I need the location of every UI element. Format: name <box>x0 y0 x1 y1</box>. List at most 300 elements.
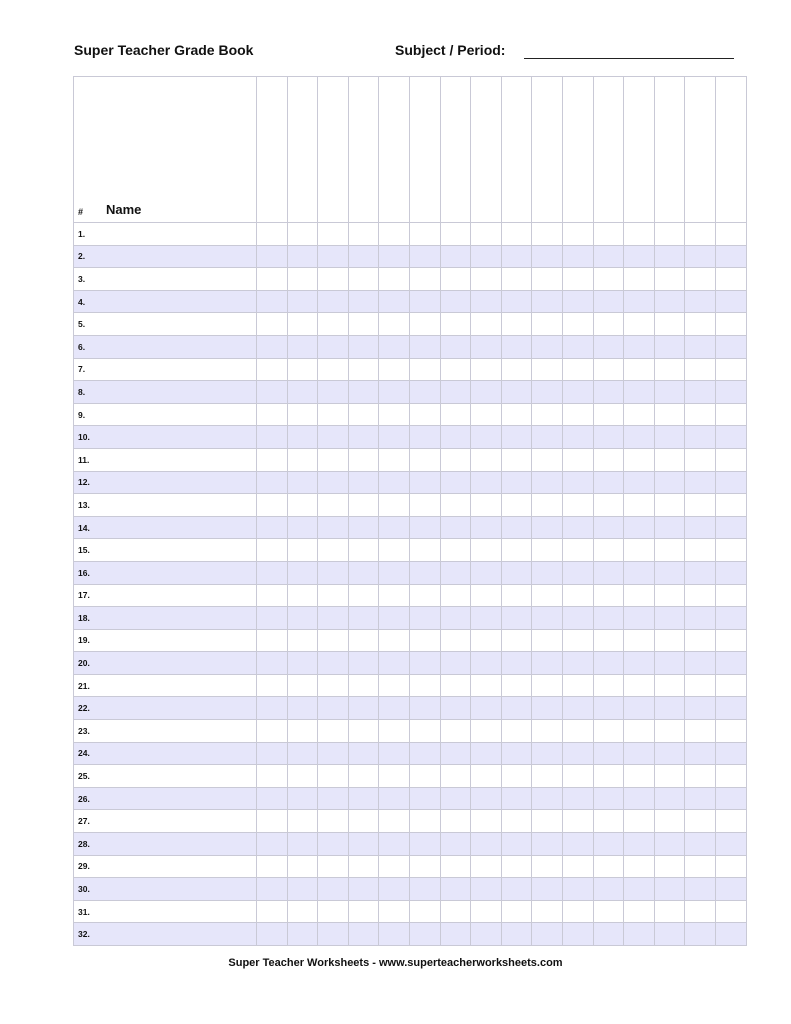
grade-cell[interactable] <box>685 290 716 313</box>
grade-cell[interactable] <box>501 471 532 494</box>
grade-cell[interactable] <box>409 268 440 291</box>
grade-cell[interactable] <box>348 358 379 381</box>
grade-cell[interactable] <box>257 810 288 833</box>
grade-column-header[interactable] <box>471 77 502 223</box>
grade-cell[interactable] <box>348 381 379 404</box>
grade-cell[interactable] <box>654 381 685 404</box>
grade-cell[interactable] <box>379 878 410 901</box>
grade-cell[interactable] <box>287 720 318 743</box>
grade-cell[interactable] <box>440 720 471 743</box>
grade-cell[interactable] <box>501 923 532 946</box>
grade-cell[interactable] <box>562 403 593 426</box>
grade-cell[interactable] <box>593 652 624 675</box>
grade-cell[interactable] <box>593 268 624 291</box>
grade-cell[interactable] <box>624 494 655 517</box>
grade-cell[interactable] <box>501 697 532 720</box>
grade-cell[interactable] <box>562 268 593 291</box>
grade-cell[interactable] <box>654 607 685 630</box>
grade-cell[interactable] <box>593 426 624 449</box>
grade-cell[interactable] <box>440 923 471 946</box>
grade-cell[interactable] <box>562 471 593 494</box>
grade-cell[interactable] <box>562 652 593 675</box>
grade-cell[interactable] <box>257 335 288 358</box>
grade-cell[interactable] <box>715 900 746 923</box>
grade-cell[interactable] <box>409 607 440 630</box>
grade-cell[interactable] <box>715 629 746 652</box>
student-name-cell[interactable] <box>74 629 257 652</box>
grade-cell[interactable] <box>593 539 624 562</box>
grade-cell[interactable] <box>440 855 471 878</box>
grade-cell[interactable] <box>318 381 349 404</box>
grade-cell[interactable] <box>624 652 655 675</box>
grade-cell[interactable] <box>440 290 471 313</box>
grade-cell[interactable] <box>287 833 318 856</box>
grade-cell[interactable] <box>379 629 410 652</box>
grade-cell[interactable] <box>501 607 532 630</box>
grade-cell[interactable] <box>593 335 624 358</box>
grade-cell[interactable] <box>379 516 410 539</box>
grade-cell[interactable] <box>562 290 593 313</box>
grade-cell[interactable] <box>348 516 379 539</box>
grade-column-header[interactable] <box>257 77 288 223</box>
grade-cell[interactable] <box>440 381 471 404</box>
grade-cell[interactable] <box>685 268 716 291</box>
grade-cell[interactable] <box>624 245 655 268</box>
grade-cell[interactable] <box>593 448 624 471</box>
grade-cell[interactable] <box>471 290 502 313</box>
grade-cell[interactable] <box>654 765 685 788</box>
grade-cell[interactable] <box>685 900 716 923</box>
grade-cell[interactable] <box>685 448 716 471</box>
grade-column-header[interactable] <box>379 77 410 223</box>
grade-cell[interactable] <box>654 787 685 810</box>
grade-cell[interactable] <box>501 268 532 291</box>
grade-cell[interactable] <box>379 561 410 584</box>
grade-cell[interactable] <box>624 471 655 494</box>
grade-cell[interactable] <box>624 448 655 471</box>
student-name-cell[interactable] <box>74 787 257 810</box>
grade-cell[interactable] <box>318 607 349 630</box>
grade-cell[interactable] <box>624 878 655 901</box>
grade-cell[interactable] <box>471 539 502 562</box>
grade-cell[interactable] <box>532 403 563 426</box>
grade-cell[interactable] <box>287 223 318 246</box>
grade-cell[interactable] <box>440 584 471 607</box>
grade-cell[interactable] <box>532 584 563 607</box>
grade-cell[interactable] <box>654 335 685 358</box>
grade-cell[interactable] <box>562 833 593 856</box>
grade-cell[interactable] <box>379 245 410 268</box>
grade-cell[interactable] <box>471 810 502 833</box>
grade-cell[interactable] <box>348 697 379 720</box>
grade-cell[interactable] <box>409 494 440 517</box>
grade-cell[interactable] <box>562 742 593 765</box>
grade-cell[interactable] <box>593 516 624 539</box>
grade-cell[interactable] <box>379 268 410 291</box>
grade-cell[interactable] <box>348 607 379 630</box>
grade-cell[interactable] <box>715 674 746 697</box>
grade-cell[interactable] <box>532 426 563 449</box>
grade-cell[interactable] <box>685 516 716 539</box>
student-name-cell[interactable] <box>74 674 257 697</box>
grade-cell[interactable] <box>379 765 410 788</box>
grade-cell[interactable] <box>715 833 746 856</box>
grade-cell[interactable] <box>318 787 349 810</box>
grade-cell[interactable] <box>348 245 379 268</box>
grade-cell[interactable] <box>562 426 593 449</box>
grade-cell[interactable] <box>440 765 471 788</box>
grade-cell[interactable] <box>562 607 593 630</box>
grade-cell[interactable] <box>685 358 716 381</box>
grade-cell[interactable] <box>318 674 349 697</box>
grade-cell[interactable] <box>471 697 502 720</box>
grade-cell[interactable] <box>409 878 440 901</box>
student-name-cell[interactable] <box>74 878 257 901</box>
grade-cell[interactable] <box>532 629 563 652</box>
grade-cell[interactable] <box>287 335 318 358</box>
student-name-cell[interactable] <box>74 607 257 630</box>
student-name-cell[interactable] <box>74 900 257 923</box>
grade-cell[interactable] <box>471 561 502 584</box>
grade-cell[interactable] <box>379 833 410 856</box>
grade-cell[interactable] <box>654 584 685 607</box>
grade-cell[interactable] <box>471 855 502 878</box>
grade-cell[interactable] <box>501 787 532 810</box>
grade-cell[interactable] <box>318 923 349 946</box>
student-name-cell[interactable] <box>74 245 257 268</box>
student-name-cell[interactable] <box>74 539 257 562</box>
grade-cell[interactable] <box>654 268 685 291</box>
grade-cell[interactable] <box>715 494 746 517</box>
grade-cell[interactable] <box>715 787 746 810</box>
grade-cell[interactable] <box>409 426 440 449</box>
grade-cell[interactable] <box>471 900 502 923</box>
grade-cell[interactable] <box>440 471 471 494</box>
grade-cell[interactable] <box>532 561 563 584</box>
grade-cell[interactable] <box>409 358 440 381</box>
grade-cell[interactable] <box>379 223 410 246</box>
grade-cell[interactable] <box>685 923 716 946</box>
subject-period-line[interactable] <box>524 58 734 59</box>
grade-cell[interactable] <box>624 223 655 246</box>
grade-cell[interactable] <box>440 335 471 358</box>
grade-cell[interactable] <box>562 584 593 607</box>
grade-cell[interactable] <box>715 223 746 246</box>
grade-cell[interactable] <box>257 607 288 630</box>
grade-cell[interactable] <box>318 810 349 833</box>
grade-cell[interactable] <box>348 765 379 788</box>
grade-cell[interactable] <box>501 765 532 788</box>
grade-cell[interactable] <box>318 697 349 720</box>
grade-cell[interactable] <box>624 900 655 923</box>
grade-cell[interactable] <box>593 313 624 336</box>
grade-cell[interactable] <box>287 268 318 291</box>
student-name-cell[interactable] <box>74 652 257 675</box>
grade-cell[interactable] <box>532 516 563 539</box>
grade-cell[interactable] <box>287 539 318 562</box>
grade-cell[interactable] <box>501 516 532 539</box>
grade-cell[interactable] <box>715 742 746 765</box>
grade-cell[interactable] <box>471 652 502 675</box>
grade-cell[interactable] <box>257 878 288 901</box>
grade-cell[interactable] <box>501 223 532 246</box>
grade-cell[interactable] <box>685 629 716 652</box>
grade-cell[interactable] <box>440 878 471 901</box>
grade-cell[interactable] <box>379 539 410 562</box>
grade-cell[interactable] <box>532 697 563 720</box>
grade-column-header[interactable] <box>624 77 655 223</box>
grade-cell[interactable] <box>624 381 655 404</box>
grade-cell[interactable] <box>287 290 318 313</box>
grade-cell[interactable] <box>654 471 685 494</box>
grade-cell[interactable] <box>593 720 624 743</box>
grade-cell[interactable] <box>654 674 685 697</box>
grade-cell[interactable] <box>257 471 288 494</box>
grade-cell[interactable] <box>409 697 440 720</box>
grade-cell[interactable] <box>471 268 502 291</box>
grade-cell[interactable] <box>624 561 655 584</box>
grade-cell[interactable] <box>348 223 379 246</box>
grade-cell[interactable] <box>654 313 685 336</box>
grade-cell[interactable] <box>287 494 318 517</box>
grade-cell[interactable] <box>562 765 593 788</box>
grade-cell[interactable] <box>471 245 502 268</box>
grade-cell[interactable] <box>471 471 502 494</box>
grade-cell[interactable] <box>685 878 716 901</box>
grade-cell[interactable] <box>318 584 349 607</box>
grade-cell[interactable] <box>287 403 318 426</box>
grade-cell[interactable] <box>257 358 288 381</box>
grade-cell[interactable] <box>624 290 655 313</box>
grade-cell[interactable] <box>654 855 685 878</box>
grade-cell[interactable] <box>379 381 410 404</box>
grade-cell[interactable] <box>654 561 685 584</box>
grade-cell[interactable] <box>318 358 349 381</box>
grade-cell[interactable] <box>593 855 624 878</box>
grade-cell[interactable] <box>379 742 410 765</box>
grade-cell[interactable] <box>654 878 685 901</box>
grade-cell[interactable] <box>409 900 440 923</box>
grade-cell[interactable] <box>440 607 471 630</box>
grade-cell[interactable] <box>501 720 532 743</box>
grade-cell[interactable] <box>471 381 502 404</box>
grade-cell[interactable] <box>257 900 288 923</box>
grade-cell[interactable] <box>624 923 655 946</box>
grade-cell[interactable] <box>348 494 379 517</box>
student-name-cell[interactable] <box>74 268 257 291</box>
grade-cell[interactable] <box>318 245 349 268</box>
grade-column-header[interactable] <box>501 77 532 223</box>
grade-cell[interactable] <box>593 290 624 313</box>
grade-cell[interactable] <box>685 494 716 517</box>
grade-cell[interactable] <box>318 335 349 358</box>
grade-cell[interactable] <box>257 223 288 246</box>
grade-cell[interactable] <box>532 674 563 697</box>
grade-cell[interactable] <box>318 223 349 246</box>
grade-cell[interactable] <box>440 268 471 291</box>
grade-cell[interactable] <box>593 923 624 946</box>
grade-cell[interactable] <box>501 403 532 426</box>
grade-cell[interactable] <box>379 900 410 923</box>
grade-cell[interactable] <box>715 245 746 268</box>
grade-cell[interactable] <box>471 494 502 517</box>
grade-cell[interactable] <box>409 448 440 471</box>
grade-cell[interactable] <box>654 358 685 381</box>
grade-cell[interactable] <box>562 245 593 268</box>
grade-cell[interactable] <box>624 516 655 539</box>
grade-cell[interactable] <box>287 584 318 607</box>
grade-cell[interactable] <box>287 923 318 946</box>
grade-cell[interactable] <box>624 358 655 381</box>
grade-cell[interactable] <box>318 629 349 652</box>
grade-cell[interactable] <box>532 290 563 313</box>
grade-cell[interactable] <box>471 448 502 471</box>
grade-cell[interactable] <box>562 923 593 946</box>
grade-cell[interactable] <box>532 765 563 788</box>
grade-cell[interactable] <box>471 787 502 810</box>
grade-cell[interactable] <box>532 448 563 471</box>
grade-cell[interactable] <box>440 787 471 810</box>
grade-cell[interactable] <box>409 561 440 584</box>
grade-cell[interactable] <box>685 313 716 336</box>
grade-cell[interactable] <box>501 494 532 517</box>
grade-cell[interactable] <box>257 833 288 856</box>
grade-cell[interactable] <box>287 607 318 630</box>
grade-cell[interactable] <box>257 516 288 539</box>
grade-cell[interactable] <box>715 358 746 381</box>
grade-cell[interactable] <box>287 855 318 878</box>
grade-cell[interactable] <box>501 245 532 268</box>
grade-cell[interactable] <box>562 855 593 878</box>
grade-cell[interactable] <box>348 674 379 697</box>
student-name-cell[interactable] <box>74 584 257 607</box>
grade-cell[interactable] <box>471 923 502 946</box>
grade-cell[interactable] <box>715 561 746 584</box>
grade-cell[interactable] <box>318 652 349 675</box>
grade-cell[interactable] <box>501 810 532 833</box>
grade-cell[interactable] <box>440 810 471 833</box>
grade-cell[interactable] <box>348 561 379 584</box>
grade-cell[interactable] <box>685 810 716 833</box>
grade-cell[interactable] <box>562 358 593 381</box>
grade-cell[interactable] <box>562 629 593 652</box>
grade-cell[interactable] <box>624 584 655 607</box>
grade-cell[interactable] <box>685 426 716 449</box>
grade-cell[interactable] <box>532 335 563 358</box>
grade-cell[interactable] <box>715 810 746 833</box>
grade-cell[interactable] <box>624 607 655 630</box>
grade-cell[interactable] <box>685 381 716 404</box>
grade-cell[interactable] <box>501 426 532 449</box>
grade-cell[interactable] <box>593 584 624 607</box>
grade-cell[interactable] <box>318 833 349 856</box>
student-name-cell[interactable] <box>74 313 257 336</box>
grade-cell[interactable] <box>471 742 502 765</box>
grade-cell[interactable] <box>562 697 593 720</box>
grade-cell[interactable] <box>348 448 379 471</box>
grade-cell[interactable] <box>440 629 471 652</box>
grade-column-header[interactable] <box>287 77 318 223</box>
grade-cell[interactable] <box>593 833 624 856</box>
grade-cell[interactable] <box>654 448 685 471</box>
grade-cell[interactable] <box>715 652 746 675</box>
grade-cell[interactable] <box>379 607 410 630</box>
grade-cell[interactable] <box>624 810 655 833</box>
grade-cell[interactable] <box>593 403 624 426</box>
grade-cell[interactable] <box>654 923 685 946</box>
grade-cell[interactable] <box>287 313 318 336</box>
grade-cell[interactable] <box>409 584 440 607</box>
grade-cell[interactable] <box>257 290 288 313</box>
grade-column-header[interactable] <box>532 77 563 223</box>
grade-cell[interactable] <box>287 358 318 381</box>
grade-cell[interactable] <box>318 426 349 449</box>
grade-cell[interactable] <box>440 313 471 336</box>
grade-cell[interactable] <box>318 403 349 426</box>
grade-cell[interactable] <box>318 268 349 291</box>
grade-cell[interactable] <box>471 403 502 426</box>
grade-cell[interactable] <box>532 313 563 336</box>
grade-cell[interactable] <box>715 448 746 471</box>
grade-cell[interactable] <box>624 855 655 878</box>
student-name-cell[interactable] <box>74 471 257 494</box>
grade-cell[interactable] <box>440 900 471 923</box>
grade-cell[interactable] <box>654 629 685 652</box>
student-name-cell[interactable] <box>74 381 257 404</box>
grade-cell[interactable] <box>562 313 593 336</box>
grade-cell[interactable] <box>685 674 716 697</box>
grade-cell[interactable] <box>532 381 563 404</box>
grade-cell[interactable] <box>685 720 716 743</box>
grade-cell[interactable] <box>501 674 532 697</box>
grade-cell[interactable] <box>562 539 593 562</box>
grade-cell[interactable] <box>532 539 563 562</box>
grade-cell[interactable] <box>287 900 318 923</box>
grade-cell[interactable] <box>287 765 318 788</box>
grade-cell[interactable] <box>715 539 746 562</box>
grade-cell[interactable] <box>532 787 563 810</box>
grade-cell[interactable] <box>532 223 563 246</box>
grade-cell[interactable] <box>379 358 410 381</box>
grade-cell[interactable] <box>379 720 410 743</box>
grade-cell[interactable] <box>440 539 471 562</box>
grade-cell[interactable] <box>409 290 440 313</box>
grade-cell[interactable] <box>471 584 502 607</box>
grade-cell[interactable] <box>562 810 593 833</box>
grade-cell[interactable] <box>379 697 410 720</box>
grade-cell[interactable] <box>379 448 410 471</box>
grade-cell[interactable] <box>685 245 716 268</box>
student-name-cell[interactable] <box>74 742 257 765</box>
student-name-cell[interactable] <box>74 223 257 246</box>
grade-cell[interactable] <box>532 245 563 268</box>
grade-cell[interactable] <box>287 629 318 652</box>
grade-cell[interactable] <box>501 900 532 923</box>
grade-cell[interactable] <box>409 471 440 494</box>
grade-cell[interactable] <box>257 426 288 449</box>
grade-cell[interactable] <box>501 742 532 765</box>
grade-cell[interactable] <box>715 697 746 720</box>
grade-cell[interactable] <box>257 923 288 946</box>
grade-cell[interactable] <box>532 833 563 856</box>
grade-cell[interactable] <box>318 471 349 494</box>
grade-cell[interactable] <box>379 787 410 810</box>
grade-cell[interactable] <box>685 335 716 358</box>
grade-cell[interactable] <box>593 810 624 833</box>
grade-cell[interactable] <box>318 494 349 517</box>
grade-cell[interactable] <box>318 290 349 313</box>
student-name-cell[interactable] <box>74 561 257 584</box>
